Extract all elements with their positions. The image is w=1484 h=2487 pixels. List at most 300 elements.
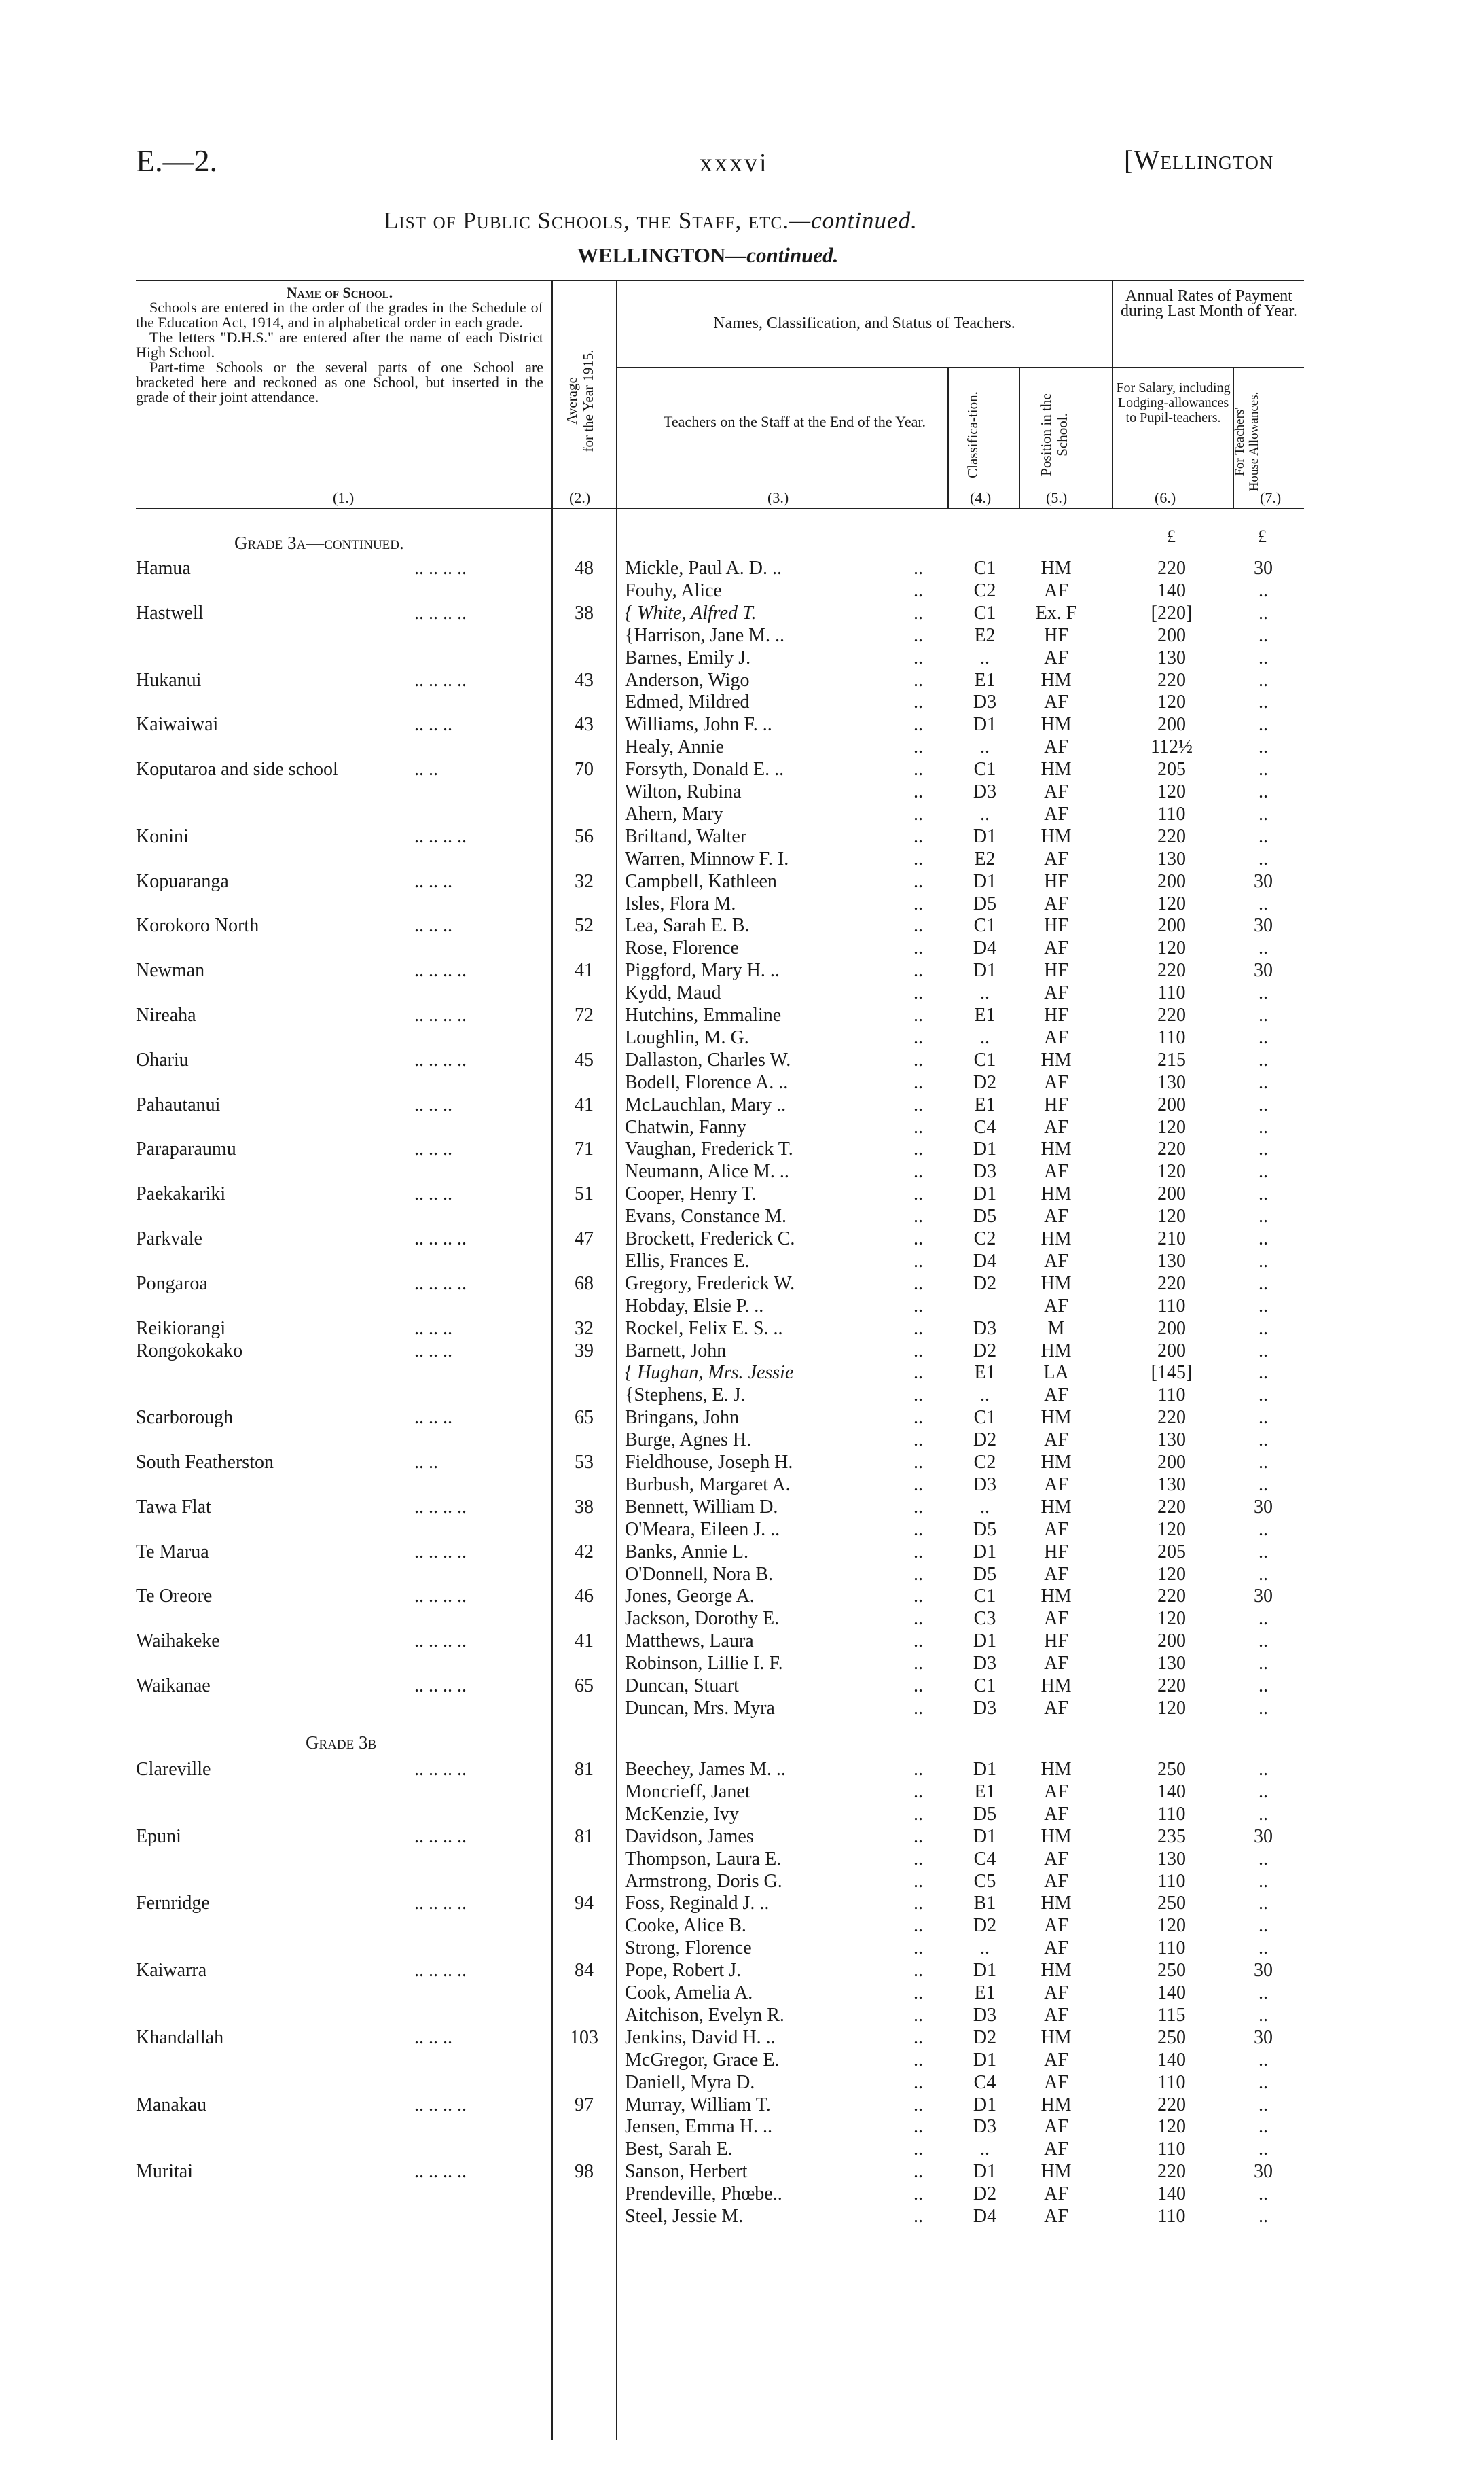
table-row xyxy=(0,1758,1484,1781)
classification: .. xyxy=(980,1384,990,1406)
average-attendance: 68 xyxy=(575,1272,594,1294)
house-allowance: .. xyxy=(1259,1026,1268,1048)
col-school-title: Name of School. xyxy=(286,284,393,301)
teacher-name: Evans, Constance M. xyxy=(625,1206,786,1228)
table-row xyxy=(0,2138,1484,2160)
table-row xyxy=(0,982,1484,1004)
position: AF xyxy=(1044,781,1068,802)
leader-dots: .. xyxy=(913,2116,923,2138)
school-leader-dots: .. .. .. xyxy=(414,1340,452,1361)
position: AF xyxy=(1044,1848,1068,1869)
teacher-name: Lea, Sarah E. B. xyxy=(625,915,750,937)
classification: D5 xyxy=(973,1563,997,1585)
position: AF xyxy=(1044,2071,1068,2093)
salary: 120 xyxy=(1157,1116,1186,1138)
leader-dots: .. xyxy=(913,1630,923,1652)
col-house-header: For Teachers' House Allowances. xyxy=(1233,391,1261,492)
school-name: Scarborough xyxy=(136,1407,234,1429)
salary: 215 xyxy=(1157,1049,1186,1071)
salary: 220 xyxy=(1157,960,1186,982)
house-allowance: 30 xyxy=(1254,870,1273,892)
teacher-name: Wilton, Rubina xyxy=(625,781,742,802)
teacher-name: Campbell, Kathleen xyxy=(625,870,777,892)
school-name: Paraparaumu xyxy=(136,1139,236,1160)
classification: D2 xyxy=(973,2026,997,2048)
position: AF xyxy=(1044,1206,1068,1228)
house-allowance: .. xyxy=(1259,736,1268,758)
table-row xyxy=(0,1361,1484,1384)
leader-dots: .. xyxy=(913,736,923,758)
teacher-name: Jenkins, David H. .. xyxy=(625,2026,776,2048)
classification: C1 xyxy=(973,1049,996,1071)
salary: 110 xyxy=(1157,1803,1186,1825)
table-row xyxy=(0,2049,1484,2071)
house-allowance: .. xyxy=(1259,1759,1268,1780)
leader-dots: .. xyxy=(913,2049,923,2071)
school-leader-dots: .. .. .. xyxy=(414,2026,452,2048)
house-allowance: 30 xyxy=(1254,1825,1273,1847)
table-row xyxy=(0,803,1484,825)
house-allowance: .. xyxy=(1259,1937,1268,1959)
salary: 220 xyxy=(1157,1407,1186,1429)
table-row xyxy=(0,1959,1484,1982)
classification: D2 xyxy=(973,1429,997,1451)
school-leader-dots: .. .. xyxy=(414,1452,438,1473)
teacher-name: Daniell, Myra D. xyxy=(625,2071,755,2093)
school-name: Rongokokako xyxy=(136,1340,243,1361)
school-leader-dots: .. .. .. .. xyxy=(414,960,467,982)
school-name: Reikiorangi xyxy=(136,1317,226,1339)
table-row xyxy=(0,1205,1484,1228)
teacher-name: Jones, George A. xyxy=(625,1586,755,1607)
position: AF xyxy=(1044,1071,1068,1093)
classification: D1 xyxy=(973,1139,997,1160)
school-leader-dots: .. .. .. .. xyxy=(414,1960,467,1982)
table-row xyxy=(0,1825,1484,1848)
classification: D3 xyxy=(973,1697,997,1719)
house-allowance: .. xyxy=(1259,602,1268,624)
house-allowance: .. xyxy=(1259,1452,1268,1473)
salary: 220 xyxy=(1157,558,1186,579)
classification: D3 xyxy=(973,1317,997,1339)
school-leader-dots: .. .. .. .. xyxy=(414,1272,467,1294)
house-allowance: .. xyxy=(1259,2139,1268,2160)
salary: 120 xyxy=(1157,781,1186,802)
classification: D5 xyxy=(973,1518,997,1540)
classification: C1 xyxy=(973,1407,996,1429)
position: HM xyxy=(1040,1496,1072,1518)
average-attendance: 32 xyxy=(575,1317,594,1339)
house-allowance: .. xyxy=(1259,2049,1268,2071)
classification: D1 xyxy=(973,1541,997,1562)
classification: D3 xyxy=(973,692,997,713)
salary: 200 xyxy=(1157,1094,1186,1115)
salary: 120 xyxy=(1157,1518,1186,1540)
teacher-name: Barnes, Emily J. xyxy=(625,647,751,668)
position: HF xyxy=(1044,960,1068,982)
salary: 110 xyxy=(1157,1026,1186,1048)
salary: [145] xyxy=(1151,1362,1193,1384)
house-allowance: .. xyxy=(1259,1049,1268,1071)
salary: 200 xyxy=(1157,1317,1186,1339)
classification: E1 xyxy=(974,1982,996,2003)
classification: C2 xyxy=(973,579,996,601)
table-row xyxy=(0,1116,1484,1139)
position: HM xyxy=(1040,1675,1072,1696)
leader-dots: .. xyxy=(913,2183,923,2205)
classification: D1 xyxy=(973,1825,997,1847)
teacher-name: Anderson, Wigo xyxy=(625,669,750,691)
teacher-name: Duncan, Stuart xyxy=(625,1675,739,1696)
school-name: Fernridge xyxy=(136,1893,210,1914)
position: AF xyxy=(1044,1384,1068,1406)
leader-dots: .. xyxy=(913,2004,923,2026)
teacher-name: Burge, Agnes H. xyxy=(625,1429,752,1451)
leader-dots: .. xyxy=(913,1429,923,1451)
position: AF xyxy=(1044,1982,1068,2003)
table-row xyxy=(0,1183,1484,1205)
leader-dots: .. xyxy=(913,1518,923,1540)
table-row xyxy=(0,1563,1484,1586)
average-attendance: 97 xyxy=(575,2094,594,2115)
teacher-name: Ellis, Frances E. xyxy=(625,1250,750,1272)
school-leader-dots: .. .. .. xyxy=(414,1094,452,1115)
salary: 110 xyxy=(1157,2071,1186,2093)
leader-dots: .. xyxy=(913,848,923,870)
teacher-name: McKenzie, Ivy xyxy=(625,1803,739,1825)
teacher-name: Jensen, Emma H. .. xyxy=(625,2116,772,2138)
average-attendance: 43 xyxy=(575,714,594,736)
leader-dots: .. xyxy=(913,1452,923,1473)
leader-dots: .. xyxy=(913,714,923,736)
teacher-name: Vaughan, Frederick T. xyxy=(625,1139,793,1160)
table-row xyxy=(0,1295,1484,1317)
table-row xyxy=(0,1496,1484,1518)
house-allowance: .. xyxy=(1259,1893,1268,1914)
house-allowance: .. xyxy=(1259,1697,1268,1719)
table-row xyxy=(0,1429,1484,1451)
leader-dots: .. xyxy=(913,781,923,802)
table-row xyxy=(0,1914,1484,1937)
leader-dots: .. xyxy=(913,870,923,892)
header-bottom-rule xyxy=(136,508,1304,509)
house-allowance: .. xyxy=(1259,1250,1268,1272)
table-row xyxy=(0,1228,1484,1250)
col-average-line1: Average xyxy=(564,377,580,425)
school-name: Parkvale xyxy=(136,1228,202,1249)
teacher-name: Prendeville, Phœbe.. xyxy=(625,2183,782,2205)
school-leader-dots: .. .. .. .. xyxy=(414,1496,467,1518)
teacher-name: Robinson, Lillie I. F. xyxy=(625,1653,783,1675)
teacher-name: Bennett, William D. xyxy=(625,1496,778,1518)
col3-number: (3.) xyxy=(767,489,789,506)
position: AF xyxy=(1044,1116,1068,1138)
salary: 140 xyxy=(1157,2049,1186,2071)
table-row xyxy=(0,579,1484,602)
school-name: Kaiwaiwai xyxy=(136,714,219,736)
salary: 130 xyxy=(1157,848,1186,870)
classification: D3 xyxy=(973,1653,997,1675)
house-allowance: .. xyxy=(1259,2094,1268,2115)
house-allowance: .. xyxy=(1259,2004,1268,2026)
school-leader-dots: .. .. .. .. xyxy=(414,2161,467,2183)
teacher-name: Strong, Florence xyxy=(625,1937,752,1959)
teacher-name: Williams, John F. .. xyxy=(625,714,772,736)
teacher-name: Barnett, John xyxy=(625,1340,727,1361)
school-leader-dots: .. .. .. .. xyxy=(414,1228,467,1249)
house-allowance: .. xyxy=(1259,1870,1268,1892)
leader-dots: .. xyxy=(913,893,923,914)
teacher-name: Hobday, Elsie P. .. xyxy=(625,1295,764,1317)
salary: 220 xyxy=(1157,1586,1186,1607)
leader-dots: .. xyxy=(913,2094,923,2115)
house-allowance: .. xyxy=(1259,1094,1268,1115)
table-row xyxy=(0,557,1484,579)
school-leader-dots: .. .. .. xyxy=(414,870,452,892)
position: AF xyxy=(1044,2206,1068,2227)
classification: D1 xyxy=(973,1759,997,1780)
classification: C1 xyxy=(973,558,996,579)
classification: D3 xyxy=(973,781,997,802)
position: HM xyxy=(1040,1825,1072,1847)
school-name: Koputaroa and side school xyxy=(136,759,338,781)
salary: 115 xyxy=(1157,2004,1186,2026)
house-allowance: .. xyxy=(1259,1982,1268,2003)
house-allowance: .. xyxy=(1259,1272,1268,1294)
house-allowance: .. xyxy=(1259,2116,1268,2138)
col-teachers-staff: Teachers on the Staff at the End of the Year. xyxy=(664,413,926,430)
salary: 130 xyxy=(1157,647,1186,668)
table-row xyxy=(0,1317,1484,1340)
house-allowance: .. xyxy=(1259,1116,1268,1138)
salary: 250 xyxy=(1157,1893,1186,1914)
leader-dots: .. xyxy=(913,647,923,668)
position: AF xyxy=(1044,2004,1068,2026)
house-allowance: 30 xyxy=(1254,1586,1273,1607)
school-leader-dots: .. .. .. .. xyxy=(414,1893,467,1914)
col-school-header xyxy=(136,285,543,405)
school-name: Hamua xyxy=(136,558,191,579)
salary: 200 xyxy=(1157,624,1186,646)
salary: 110 xyxy=(1157,2206,1186,2227)
average-attendance: 38 xyxy=(575,1496,594,1518)
classification: D1 xyxy=(973,2094,997,2115)
salary-pound-sign: £ xyxy=(1167,526,1176,546)
leader-dots: .. xyxy=(913,1803,923,1825)
classification: E1 xyxy=(974,1362,996,1384)
classification: .. xyxy=(980,647,990,668)
position: AF xyxy=(1044,1870,1068,1892)
table-row xyxy=(0,937,1484,959)
classification: D4 xyxy=(973,1250,997,1272)
leader-dots: .. xyxy=(913,1228,923,1249)
leader-dots: .. xyxy=(913,1653,923,1675)
school-leader-dots: .. .. .. xyxy=(414,714,452,736)
salary: 200 xyxy=(1157,1452,1186,1473)
teacher-name: Pope, Robert J. xyxy=(625,1960,742,1982)
grade-3b-label: Grade 3b xyxy=(306,1732,377,1753)
house-allowance: .. xyxy=(1259,1429,1268,1451)
position: AF xyxy=(1044,2139,1068,2160)
position: Ex. F xyxy=(1035,602,1077,624)
salary: 120 xyxy=(1157,937,1186,959)
house-allowance: .. xyxy=(1259,1183,1268,1205)
house-allowance: 30 xyxy=(1254,915,1273,937)
teacher-name: Mickle, Paul A. D. .. xyxy=(625,558,782,579)
school-name: Manakau xyxy=(136,2094,207,2115)
teacher-name: Kydd, Maud xyxy=(625,982,721,1004)
teacher-name: Banks, Annie L. xyxy=(625,1541,748,1562)
classification: E2 xyxy=(974,848,996,870)
salary: 120 xyxy=(1157,1206,1186,1228)
leader-dots: .. xyxy=(913,1473,923,1495)
house-allowance: .. xyxy=(1259,1848,1268,1869)
classification: D3 xyxy=(973,2004,997,2026)
school-leader-dots: .. .. .. .. xyxy=(414,1630,467,1652)
house-allowance: .. xyxy=(1259,624,1268,646)
classification: E1 xyxy=(974,1005,996,1026)
position: HM xyxy=(1040,2026,1072,2048)
teacher-name: { Hughan, Mrs. Jessie xyxy=(625,1362,794,1384)
salary: 200 xyxy=(1157,915,1186,937)
leader-dots: .. xyxy=(913,579,923,601)
col-salary-header: For Salary, including Lodging-allowances to Pupil-teachers. xyxy=(1116,380,1231,425)
table-row xyxy=(0,736,1484,758)
classification: .. xyxy=(980,736,990,758)
average-attendance: 39 xyxy=(575,1340,594,1361)
table-row xyxy=(0,2205,1484,2227)
table-row xyxy=(0,893,1484,915)
salary: 140 xyxy=(1157,1982,1186,2003)
average-attendance: 98 xyxy=(575,2161,594,2183)
page-code: E.—2. xyxy=(136,143,218,178)
leader-dots: .. xyxy=(913,1893,923,1914)
house-allowance: .. xyxy=(1259,1653,1268,1675)
classification: D1 xyxy=(973,870,997,892)
position: AF xyxy=(1044,1915,1068,1937)
salary: [220] xyxy=(1151,602,1193,624)
teacher-name: Isles, Flora M. xyxy=(625,893,736,914)
classification: D2 xyxy=(973,2183,997,2205)
average-attendance: 81 xyxy=(575,1759,594,1780)
position: AF xyxy=(1044,1781,1068,1802)
classification: D4 xyxy=(973,2206,997,2227)
position: HM xyxy=(1040,2094,1072,2115)
teacher-name: Jackson, Dorothy E. xyxy=(625,1608,780,1630)
house-allowance: .. xyxy=(1259,803,1268,825)
table-row xyxy=(0,1473,1484,1496)
classification: C4 xyxy=(973,2071,996,2093)
leader-dots: .. xyxy=(913,1161,923,1183)
table-row xyxy=(0,1340,1484,1362)
position: AF xyxy=(1044,1563,1068,1585)
classification: .. xyxy=(980,982,990,1004)
table-row xyxy=(0,1138,1484,1160)
payment-group-rule xyxy=(1112,367,1304,368)
leader-dots: .. xyxy=(913,2206,923,2227)
classification: D1 xyxy=(973,2049,997,2071)
salary: 130 xyxy=(1157,1429,1186,1451)
salary: 130 xyxy=(1157,1653,1186,1675)
house-pound-sign: £ xyxy=(1258,526,1267,546)
classification: .. xyxy=(980,1496,990,1518)
teacher-name: Steel, Jessie M. xyxy=(625,2206,744,2227)
leader-dots: .. xyxy=(913,937,923,959)
classification: D1 xyxy=(973,1183,997,1205)
average-attendance: 41 xyxy=(575,1094,594,1115)
school-leader-dots: .. .. .. .. xyxy=(414,1825,467,1847)
house-allowance: .. xyxy=(1259,647,1268,668)
house-allowance: .. xyxy=(1259,2206,1268,2227)
teacher-name: Bodell, Florence A. .. xyxy=(625,1071,789,1093)
school-leader-dots: .. .. .. .. xyxy=(414,602,467,624)
house-allowance: .. xyxy=(1259,1915,1268,1937)
classification: D2 xyxy=(973,1915,997,1937)
leader-dots: .. xyxy=(913,1272,923,1294)
classification: .. xyxy=(980,1026,990,1048)
leader-dots: .. xyxy=(913,2139,923,2160)
classification: D1 xyxy=(973,1630,997,1652)
position: HF xyxy=(1044,870,1068,892)
leader-dots: .. xyxy=(913,1697,923,1719)
leader-dots: .. xyxy=(913,1295,923,1317)
average-attendance: 53 xyxy=(575,1452,594,1473)
salary: 140 xyxy=(1157,1781,1186,1802)
table-row xyxy=(0,2160,1484,2183)
salary: 200 xyxy=(1157,1340,1186,1361)
position: AF xyxy=(1044,1250,1068,1272)
classification: D1 xyxy=(973,960,997,982)
house-allowance: .. xyxy=(1259,714,1268,736)
table-row xyxy=(0,1848,1484,1870)
classification: D5 xyxy=(973,1206,997,1228)
teacher-name: Rose, Florence xyxy=(625,937,739,959)
house-allowance: .. xyxy=(1259,1541,1268,1562)
salary: 110 xyxy=(1157,803,1186,825)
teacher-name: Murray, William T. xyxy=(625,2094,771,2115)
classification: D5 xyxy=(973,1803,997,1825)
position: AF xyxy=(1044,579,1068,601)
position: HM xyxy=(1040,714,1072,736)
school-name: Nireaha xyxy=(136,1005,196,1026)
classification: C1 xyxy=(973,1586,996,1607)
salary: 112½ xyxy=(1151,736,1193,758)
school-name: Konini xyxy=(136,825,189,847)
position: AF xyxy=(1044,1937,1068,1959)
position: HM xyxy=(1040,1049,1072,1071)
table-row xyxy=(0,1094,1484,1116)
table-row xyxy=(0,1607,1484,1630)
leader-dots: .. xyxy=(913,1362,923,1384)
school-leader-dots: .. .. .. xyxy=(414,1183,452,1205)
school-name: Khandallah xyxy=(136,2026,224,2048)
salary: 200 xyxy=(1157,714,1186,736)
salary: 110 xyxy=(1157,2139,1186,2160)
school-leader-dots: .. .. .. xyxy=(414,915,452,937)
house-allowance: .. xyxy=(1259,848,1268,870)
table-row xyxy=(0,1585,1484,1607)
teacher-name: Cook, Amelia A. xyxy=(625,1982,753,2003)
teacher-name: O'Donnell, Nora B. xyxy=(625,1563,774,1585)
leader-dots: .. xyxy=(913,1384,923,1406)
average-attendance: 42 xyxy=(575,1541,594,1562)
table-row xyxy=(0,1384,1484,1406)
col-rule-5 xyxy=(1112,280,1113,508)
salary: 110 xyxy=(1157,1937,1186,1959)
teacher-name: Dallaston, Charles W. xyxy=(625,1049,791,1071)
leader-dots: .. xyxy=(913,624,923,646)
table-row xyxy=(0,1630,1484,1652)
